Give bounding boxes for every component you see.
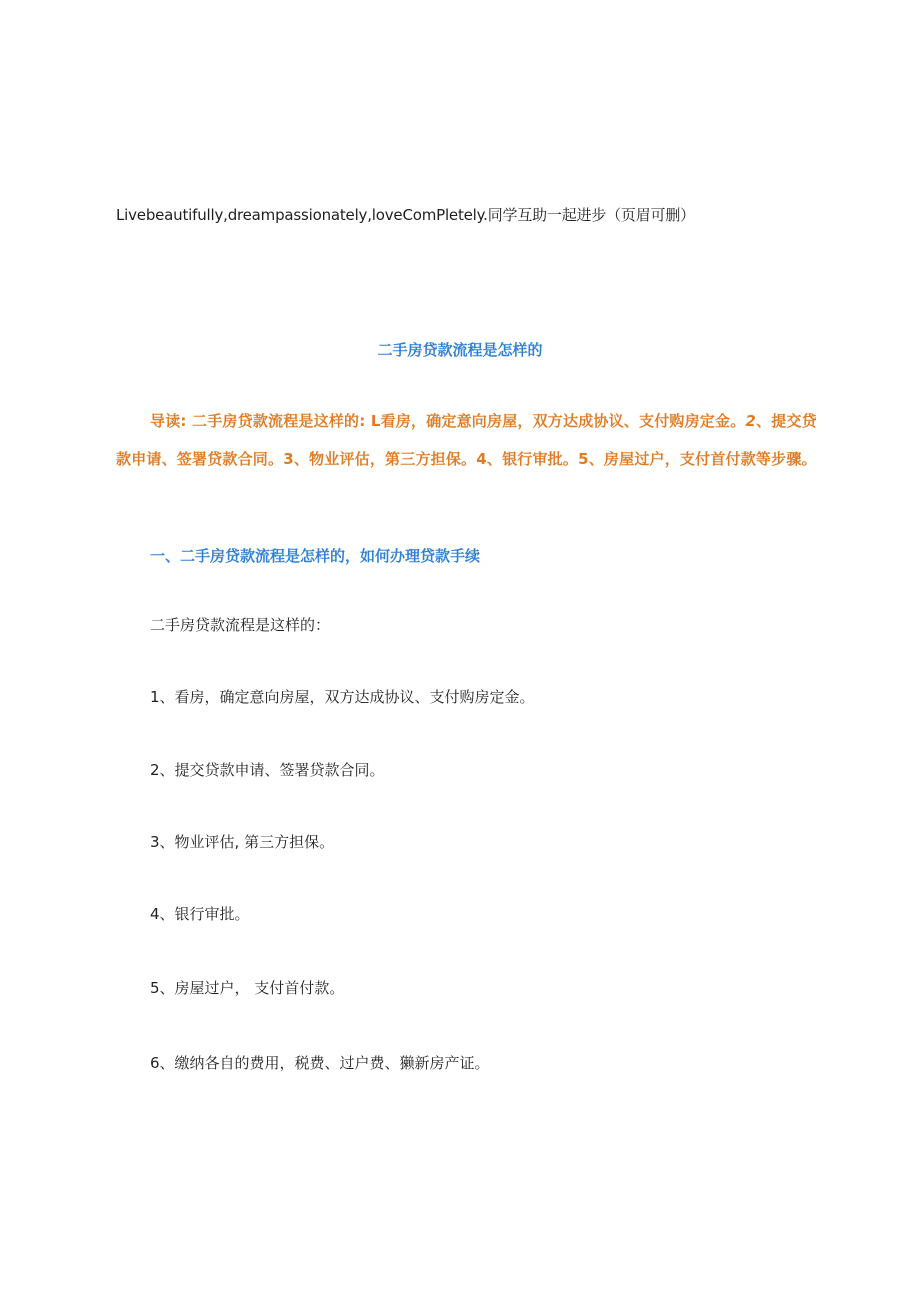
step-item: 5、房屋过户， 支付首付款。 [150,979,345,997]
article-title: 二手房贷款流程是怎样的 [377,341,543,359]
page-header: Livebeautifully,dreampassionately,loveComPletely.同学互助一起进步（页眉可删） [116,206,695,224]
step-item: 6、缴纳各自的费用，税费、过户费、獭新房产证。 [150,1054,490,1072]
section-heading: 一、二手房贷款流程是怎样的，如何办理贷款手续 [150,547,481,565]
step-item: 4、银行审批。 [150,905,250,923]
step-item: 1、看房，确定意向房屋，双方达成协议、支付购房定金。 [150,688,535,706]
intro-paragraph [116,402,828,478]
intro-part-1: 导读: 二手房贷款流程是这样的: L看房，确定意向房屋，双方达成协议、支付购房定金。 [150,412,746,430]
intro-part-2: 、提交贷款申请、签署贷款合同。3、物业评估，第三方担保。4、银行审批。5、房屋过户，支付首付款等步骤。 [116,412,817,468]
intro-step-number: 2 [745,412,757,430]
lead-paragraph: 二手房贷款流程是这样的： [150,616,331,634]
step-item: 2、提交贷款申请、签署贷款合同。 [150,761,385,779]
step-item: 3、物业评估, 第三方担保。 [150,833,335,851]
